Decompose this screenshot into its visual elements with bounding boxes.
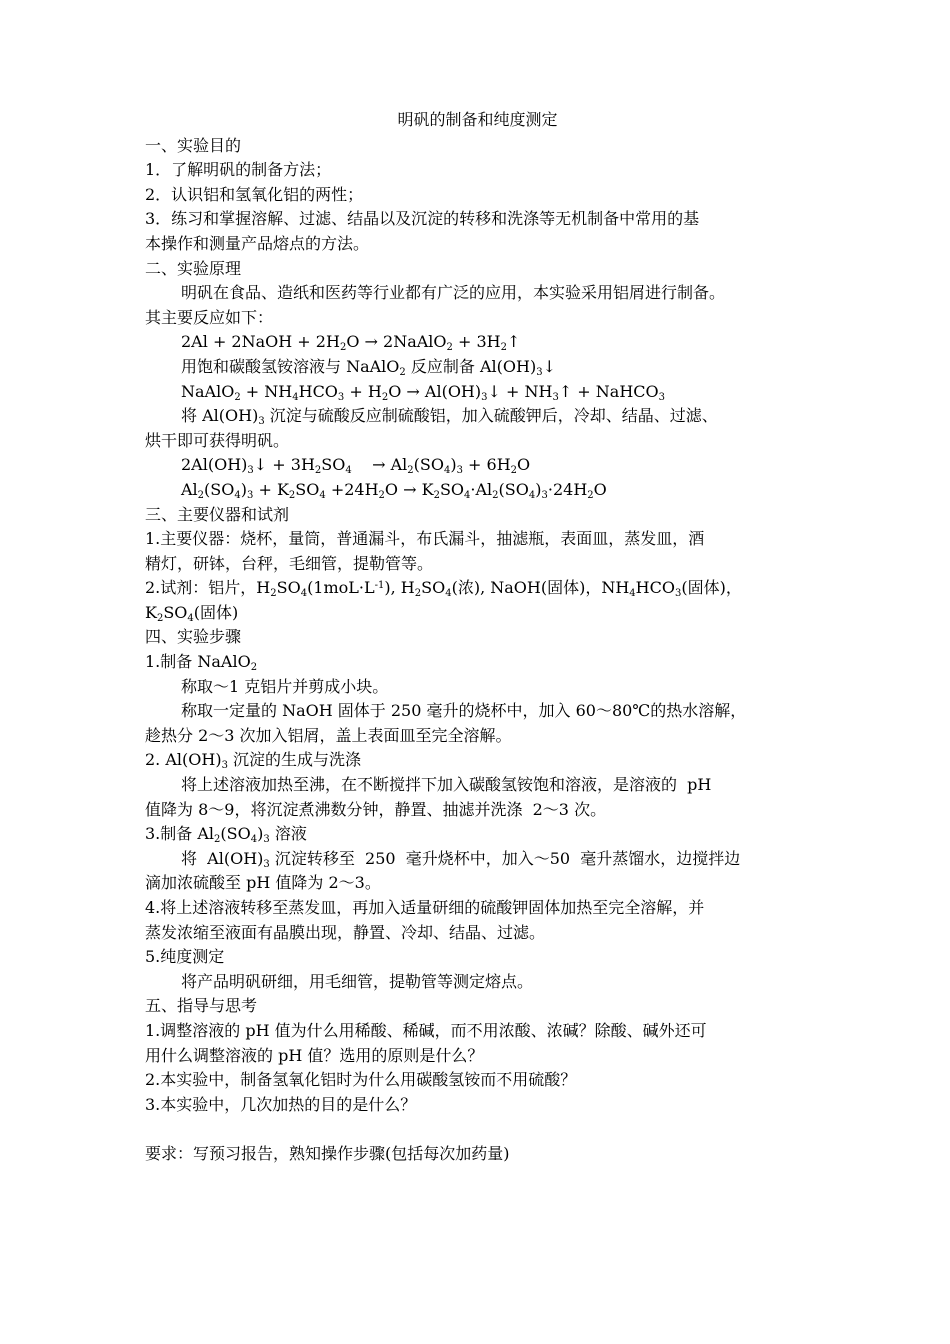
step-5-text: 将产品明矾研细，用毛细管，提勒管等测定熔点。 (181, 971, 534, 991)
page-title: 明矾的制备和纯度测定 (397, 110, 558, 129)
equation-2: NaAlO$_2$ + $NH_4HCO_3 + H_2O$ → $Al(OH)_3↓$ + $NH_3↑$ + NaHCO$_3$ (181, 381, 666, 403)
equation-1: 2Al + 2NaOH + $2H_2O$ → 2NaAlO$_2$ + $3H_2↑$ (181, 332, 521, 354)
apparatus-line1: 1.主要仪器：烧杯，量筒，普通漏斗，布氏漏斗，抽滤瓶，表面皿，蒸发皿，酒 (145, 529, 705, 549)
step-3-text-line2: 滴加浓硫酸至 pH 值降为 2～3。 (145, 873, 381, 893)
step-1-text-1: 称取～1 克铝片并剪成小块。 (181, 676, 389, 696)
section-heading-purpose: 一、实验目的 (145, 135, 242, 155)
step-2-text-line2: 值降为 8～9，将沉淀煮沸数分钟，静置、抽滤并洗涤 2～3 次。 (145, 799, 607, 819)
step-2-text-line1: 将上述溶液加热至沸，在不断搅拌下加入碳酸氢铵饱和溶液，是溶液的 pH (181, 775, 712, 795)
reagents-line1: 2.试剂：铝片，$H_2SO_4(1moL\cdot L^{-1})$, $H_2SO_4$(浓), NaOH(固体)，$NH_4HCO_3$(固体)， (145, 578, 742, 600)
reagents-line2: $K_2SO_4$(固体) (145, 602, 239, 624)
step-1-title: 1.制备 NaAlO$_2$ (145, 652, 258, 674)
equation-3: $2Al(OH)_3↓ + 3H_2SO_4$ → $Al_2(SO_4)_3 + 6H_2O$ (181, 455, 531, 477)
question-1-line1: 1.调整溶液的 pH 值为什么用稀酸、稀碱，而不用浓酸、浓碱？除酸、碱外还可 (145, 1020, 707, 1040)
principle-text-1: 用饱和碳酸氢铵溶液与 NaAlO$_2$ 反应制备 $Al(OH)_3↓$ (181, 356, 556, 378)
step-2-title: 2. $Al(OH)_3$ 沉淀的生成与洗涤 (145, 750, 362, 772)
question-3: 3.本实验中，几次加热的目的是什么？ (145, 1094, 417, 1114)
spacer (145, 1117, 810, 1142)
requirement-note: 要求：写预习报告，熟知操作步骤(包括每次加药量) (145, 1143, 510, 1163)
equation-4: $Al_2(SO_4)_3 + K_2SO_4 +24H_2O \to K_2SO_4\cdot Al_2(SO_4)_3\cdot 24H_2O$ (181, 479, 607, 501)
step-3-title: 3.制备 $Al_2(SO_4)_3$ 溶液 (145, 824, 307, 846)
principle-intro-line2: 其主要反应如下： (145, 307, 274, 327)
principle-intro-line1: 明矾在食品、造纸和医药等行业都有广泛的应用，本实验采用铝屑进行制备。 (181, 283, 726, 303)
principle-text-2-line1: 将 $Al(OH)_3$ 沉淀与硫酸反应制硫酸铝，加入硫酸钾后，冷却、结晶、过滤、 (181, 406, 718, 428)
section-heading-questions: 五、指导与思考 (145, 996, 258, 1016)
step-4-line2: 蒸发浓缩至液面有晶膜出现，静置、冷却、结晶、过滤。 (145, 922, 546, 942)
question-1-line2: 用什么调整溶液的 pH 值？选用的原则是什么？ (145, 1045, 484, 1065)
principle-text-2-line2: 烘干即可获得明矾。 (145, 430, 290, 450)
document (145, 108, 810, 1167)
question-2: 2.本实验中，制备氢氧化铝时为什么用碳酸氢铵而不用硫酸？ (145, 1070, 577, 1090)
purpose-item-3-line2: 本操作和测量产品熔点的方法。 (145, 233, 370, 253)
section-heading-principle: 二、实验原理 (145, 258, 242, 278)
purpose-item-1: 1．了解明矾的制备方法； (145, 160, 332, 180)
apparatus-line2: 精灯，研钵，台秤，毛细管，提勒管等。 (145, 553, 434, 573)
step-5-title: 5.纯度测定 (145, 947, 225, 967)
step-3-text-line1: 将 $Al(OH)_3$ 沉淀转移至 250 毫升烧杯中，加入～50 毫升蒸馏水，边搅拌边 (181, 848, 741, 870)
step-1-text-2-line2: 趁热分 2～3 次加入铝屑，盖上表面皿至完全溶解。 (145, 725, 512, 745)
purpose-item-3-line1: 3．练习和掌握溶解、过滤、结晶以及沉淀的转移和洗涤等无机制备中常用的基 (145, 209, 700, 229)
purpose-item-2: 2．认识铝和氢氧化铝的两性； (145, 184, 364, 204)
step-4-line1: 4.将上述溶液转移至蒸发皿，再加入适量研细的硫酸钾固体加热至完全溶解，并 (145, 898, 705, 917)
section-heading-apparatus: 三、主要仪器和试剂 (145, 504, 290, 524)
step-1-text-2-line1: 称取一定量的 NaOH 固体于 250 毫升的烧杯中，加入 60～80℃的热水溶解， (181, 701, 747, 721)
section-heading-procedure: 四、实验步骤 (145, 627, 242, 647)
